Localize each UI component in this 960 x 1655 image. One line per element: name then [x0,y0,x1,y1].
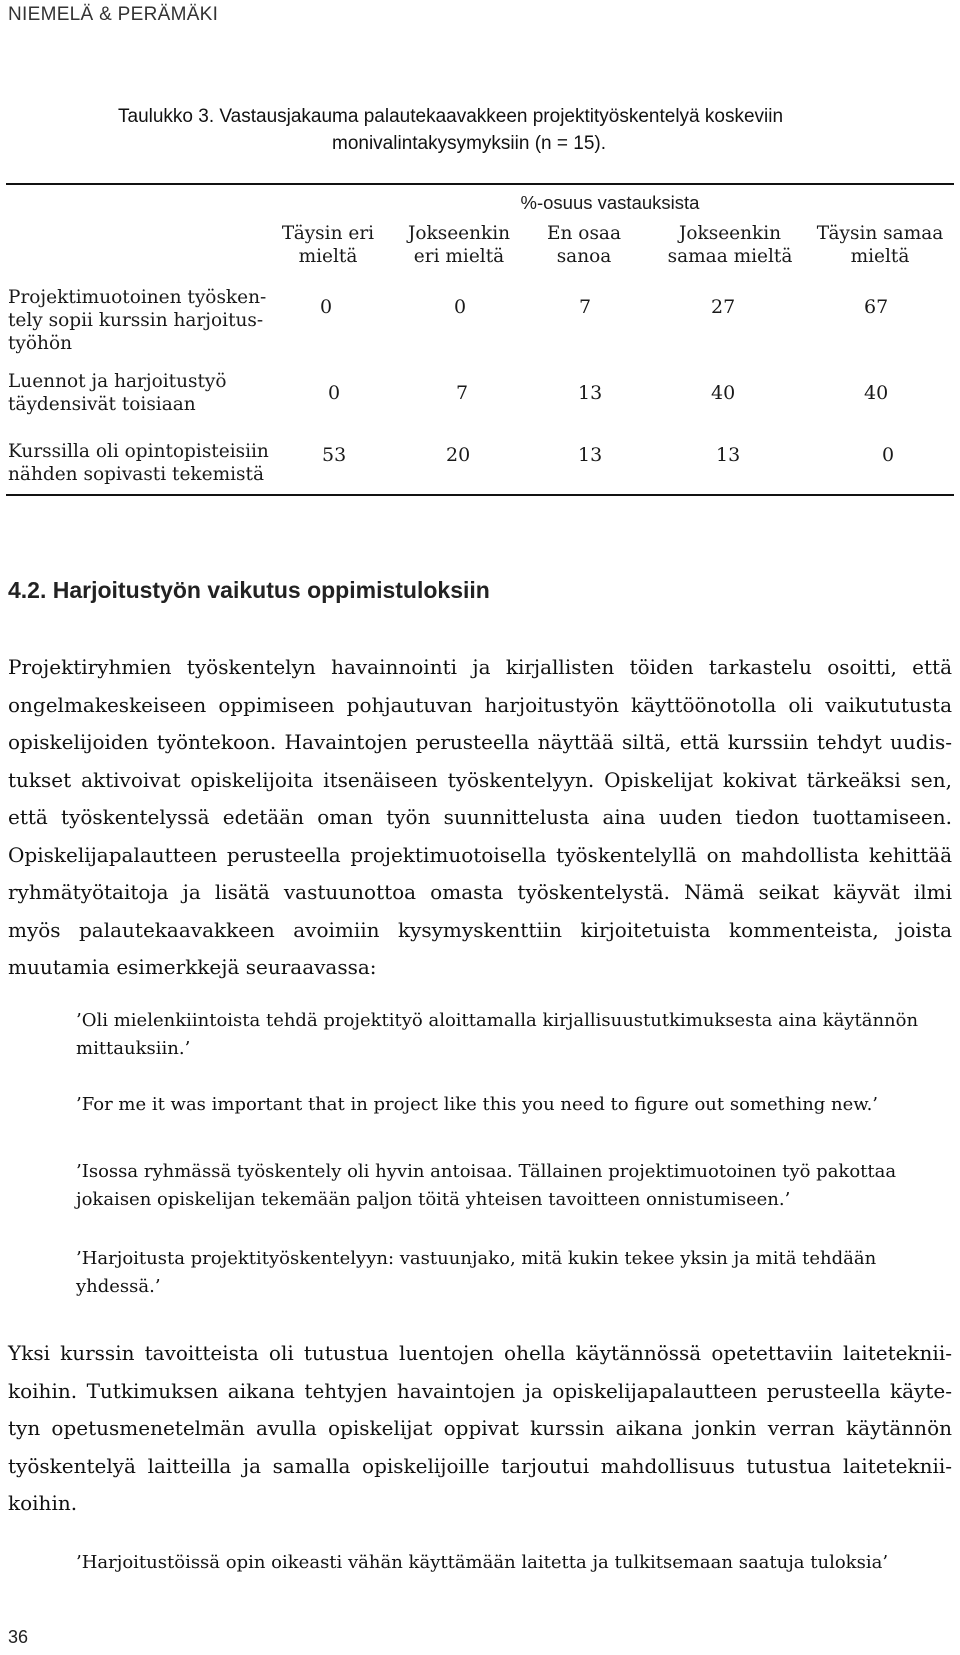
table-cell: 13 [716,444,741,466]
body-paragraph [8,649,952,987]
table-top-rule [6,183,954,185]
paragraph-line: työskentelyä laitteilla ja samalla opiskelijoille tarjoutui mahdollisuus tutustua laiteteknii- [8,1453,952,1478]
column-header [253,222,403,268]
paragraph-line: koihin. [8,1491,78,1515]
table-caption-line: Taulukko 3. Vastausjakauma palautekaavakkeen projektityöskentelyä koskeviin [118,106,784,127]
paragraph-line: että työskentelyssä edetään oman työn suunnittelusta aina uuden tiedon tuottamiseen. [8,805,952,829]
paragraph-line: Projektiryhmien työskentelyn havainnointi ja kirjallisten töiden tarkastelu osoitti, että [8,655,952,679]
table-cell: 0 [328,382,341,404]
column-header-line: sanoa [556,246,612,267]
column-header [805,222,955,268]
paragraph-line: ongelmakeskeiseen oppimiseen pohjautuvan harjoitustyön käyttöönotolla oli vaikututusta [8,692,952,717]
table-cell: 13 [578,382,603,404]
row-label-line: Kurssilla oli opintopisteisiin [8,441,269,462]
column-header-line: samaa mieltä [667,246,793,267]
column-header-line: Täysin eri [281,223,375,244]
column-header [655,222,805,268]
column-header-line: mieltä [298,246,358,267]
table-cell: 13 [578,444,603,466]
quote-line: yhdessä.’ [76,1276,161,1297]
body-paragraph [8,1335,952,1523]
row-label-line: työhön [8,333,72,354]
table-caption-line: monivalintakysymyksiin (n = 15). [332,133,607,154]
row-label [8,286,298,355]
row-label-line: nähden sopivasti tekemistä [8,464,265,485]
table-cell: 0 [882,444,895,466]
row-label-line: Projektimuotoinen työsken- [8,287,267,308]
section-heading: 4.2. Harjoitustyön vaikutus oppimistuloksiin [8,577,490,603]
column-header-line: En osaa [547,223,621,244]
table-cell: 0 [454,296,467,318]
running-header: NIEMELÄ & PERÄMÄKI [8,4,219,25]
paragraph-line: muutamia esimerkkejä seuraavassa: [8,955,377,979]
column-group-header: %-osuus vastauksista [520,192,700,213]
column-header-line: eri mieltä [413,246,505,267]
row-label [8,440,298,486]
paragraph-line: tyn opetusmenetelmän avulla opiskelijat oppivat kurssin aikana jonkin verran käytännön [8,1416,952,1440]
column-header-line: Täysin samaa [816,223,944,244]
quote-line: ’Oli mielenkiintoista tehdä projektityö aloittamalla kirjallisuustutkimuksesta aina käytännön [76,1010,919,1031]
column-header-line: mieltä [850,246,910,267]
quote-line: jokaisen opiskelijan tekemään paljon töitä yhteisen tavoitteen onnistumiseen.’ [76,1189,791,1210]
block-quote [76,1091,952,1119]
paragraph-line: ryhmätyötaitoja ja lisätä vastuunottoa omasta työskentelystä. Nämä seikat käyvät ilmi [8,880,952,904]
block-quote: ’Harjoitustöissä opin oikeasti vähän käyttämään laitetta ja tulkitsemaan saatuja tuloksia’ [76,1552,889,1573]
paragraph-line: tukset aktivoivat opiskelijoita itsenäiseen työskentelyyn. Opiskelijat kokivat tärkeäksi sen, [8,767,952,792]
table-cell: 7 [579,296,592,318]
block-quote [76,1245,952,1301]
table-cell: 53 [322,444,347,466]
row-label-line: tely sopii kurssin harjoitus- [8,310,264,331]
page-number: 36 [8,1627,29,1647]
paragraph-line: koihin. Tutkimuksen aikana tehtyjen havaintojen ja opiskelijapalautteen perusteella käyte- [8,1378,952,1403]
table-cell: 0 [320,296,333,318]
paragraph-line: Opiskelijapalautteen perusteella projektimuotoisella työskentelyllä on mahdollista kehittää [8,842,952,867]
column-header-line: Jokseenkin [678,223,782,244]
paragraph-line: Yksi kurssin tavoitteista oli tutustua luentojen ohella käytännössä opetettaviin laiteteknii- [8,1341,952,1365]
quote-line: ’For me it was important that in project like this you need to figure out something new.’ [76,1094,879,1115]
table-cell: 40 [711,382,736,404]
quote-line: ’Isossa ryhmässä työskentely oli hyvin antoisaa. Tällainen projektimuotoinen työ pakottaa [76,1161,897,1182]
table-caption [118,103,898,157]
table-cell: 20 [446,444,471,466]
block-quote [76,1007,952,1063]
table-bottom-rule [6,494,954,496]
table-cell: 7 [456,382,469,404]
quote-line: mittauksiin.’ [76,1038,191,1059]
column-header [509,222,659,268]
table-cell: 27 [711,296,736,318]
column-header-line: Jokseenkin [407,223,511,244]
table-cell: 40 [864,382,889,404]
row-label-line: Luennot ja harjoitustyö [8,371,227,392]
paragraph-line: opiskelijoiden työntekoon. Havaintojen perusteella näyttää siltä, että kurssiin tehdyt uudis- [8,730,952,754]
table-cell: 67 [864,296,889,318]
row-label-line: täydensivät toisiaan [8,394,196,415]
quote-line: ’Harjoitusta projektityöskentelyyn: vastuunjako, mitä kukin tekee yksin ja mitä tehdään [76,1248,877,1269]
block-quote [76,1158,952,1214]
row-label [8,370,298,416]
paragraph-line: myös palautekaavakkeen avoimiin kysymyskenttiin kirjoitetuista kommenteista, joista [8,917,952,942]
